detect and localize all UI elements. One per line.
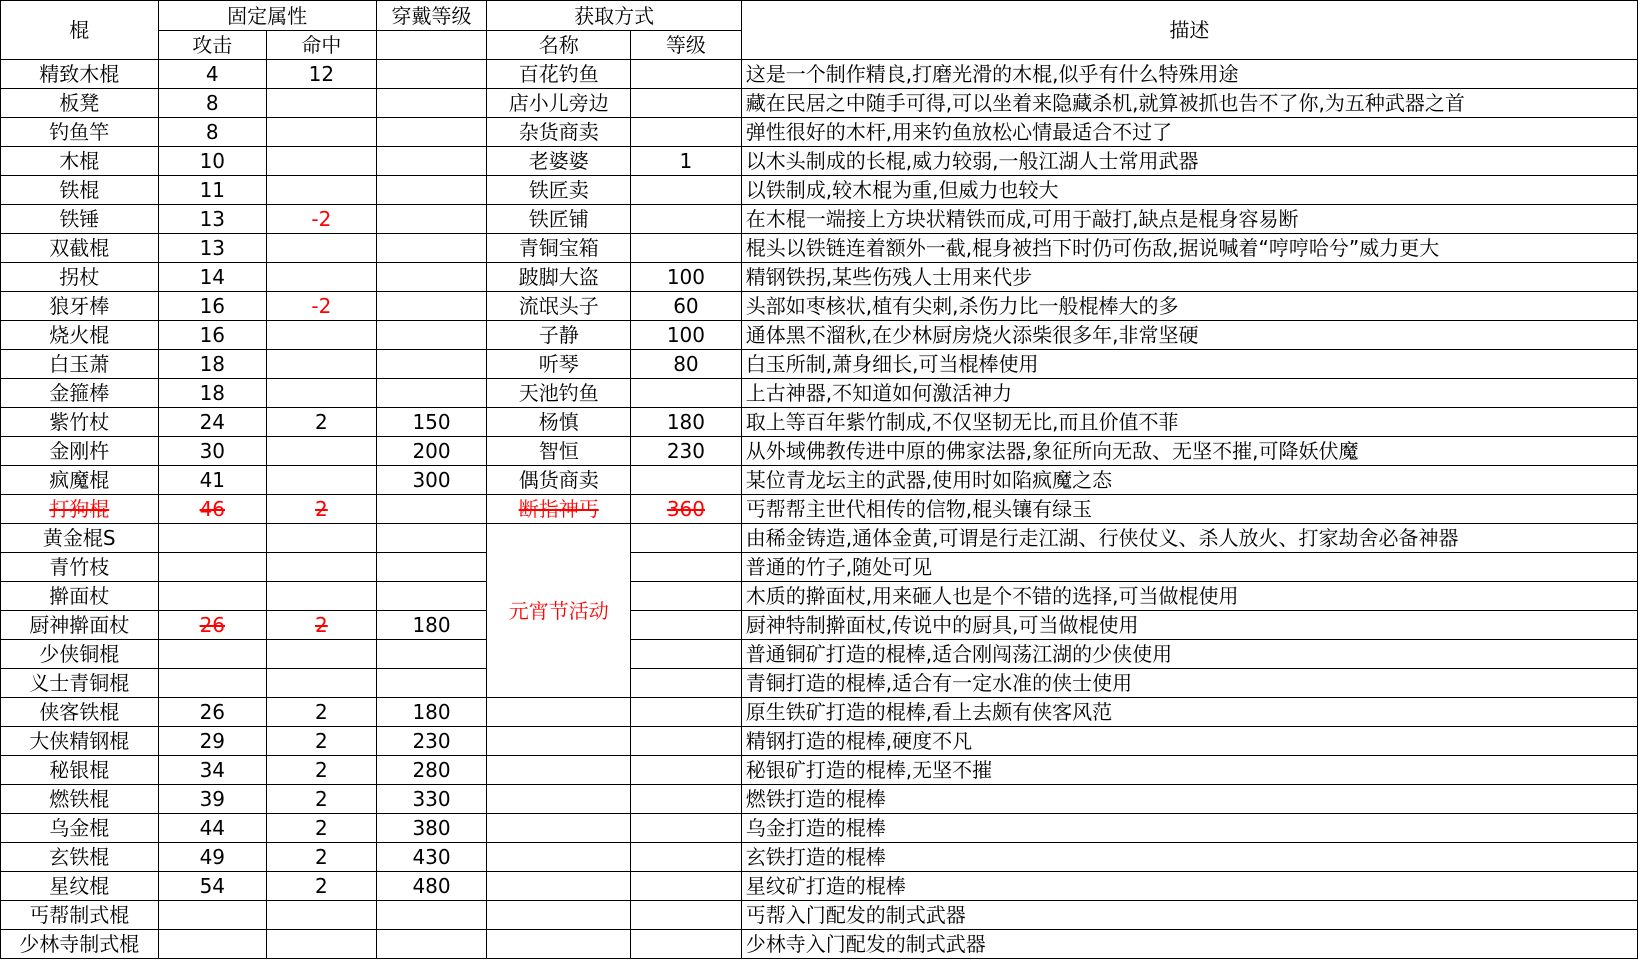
cell-wear[interactable]: 230	[376, 727, 487, 756]
cell-attack[interactable]	[158, 901, 267, 930]
cell-attack[interactable]: 18	[158, 379, 267, 408]
cell-wear[interactable]	[376, 350, 487, 379]
cell-desc[interactable]: 丐帮入门配发的制式武器	[741, 901, 1637, 930]
table-row	[1, 640, 1638, 669]
table-row	[1, 350, 1638, 379]
cell-src[interactable]: 老婆婆	[487, 147, 631, 176]
cell-wear[interactable]	[376, 582, 487, 611]
cell-attack[interactable]: 10	[158, 147, 267, 176]
cell-attack[interactable]: 11	[158, 176, 267, 205]
cell-name[interactable]: 拐杖	[1, 263, 159, 292]
cell-attack[interactable]	[158, 553, 267, 582]
table-row	[1, 727, 1638, 756]
cell-desc[interactable]: 白玉所制,萧身细长,可当棍棒使用	[741, 350, 1637, 379]
table-row	[1, 872, 1638, 901]
cell-name[interactable]: 铁棍	[1, 176, 159, 205]
cell-hit[interactable]	[267, 234, 377, 263]
table-row	[1, 321, 1638, 350]
cell-src_lvl[interactable]: 230	[631, 437, 742, 466]
cell-desc[interactable]: 精钢铁拐,某些伤残人士用来代步	[741, 263, 1637, 292]
cell-src_lvl[interactable]	[631, 89, 742, 118]
table-row	[1, 814, 1638, 843]
cell-attack[interactable]: 39	[158, 785, 267, 814]
cell-hit[interactable]	[267, 640, 377, 669]
cell-name[interactable]: 星纹棍	[1, 872, 159, 901]
cell-hit[interactable]: 12	[267, 60, 377, 89]
cell-hit[interactable]: 2	[267, 756, 377, 785]
cell-name[interactable]: 钓鱼竿	[1, 118, 159, 147]
cell-src[interactable]: 铁匠卖	[487, 176, 631, 205]
cell-src[interactable]	[487, 814, 631, 843]
cell-attack[interactable]: 41	[158, 466, 267, 495]
cell-desc[interactable]: 精钢打造的棍棒,硬度不凡	[741, 727, 1637, 756]
cell-desc[interactable]: 原生铁矿打造的棍棒,看上去颇有侠客风范	[741, 698, 1637, 727]
cell-attack[interactable]: 18	[158, 350, 267, 379]
cell-hit[interactable]: 2	[267, 872, 377, 901]
cell-wear[interactable]	[376, 292, 487, 321]
cell-desc[interactable]: 木质的擀面杖,用来砸人也是个不错的选择,可当做棍使用	[741, 582, 1637, 611]
cell-hit[interactable]	[267, 524, 377, 553]
table-row	[1, 292, 1638, 321]
cell-name[interactable]: 玄铁棍	[1, 843, 159, 872]
table-row	[1, 379, 1638, 408]
cell-name[interactable]: 丐帮制式棍	[1, 901, 159, 930]
cell-name[interactable]: 烧火棍	[1, 321, 159, 350]
cell-desc[interactable]: 这是一个制作精良,打磨光滑的木棍,似乎有什么特殊用途	[741, 60, 1637, 89]
cell-wear[interactable]	[376, 901, 487, 930]
table-row	[1, 118, 1638, 147]
cell-wear[interactable]: 330	[376, 785, 487, 814]
cell-wear[interactable]: 480	[376, 872, 487, 901]
cell-hit[interactable]: 2	[267, 785, 377, 814]
table-row	[1, 60, 1638, 89]
cell-hit[interactable]: 2	[267, 408, 377, 437]
cell-attack[interactable]	[158, 582, 267, 611]
cell-desc[interactable]: 普通的竹子,随处可见	[741, 553, 1637, 582]
cell-src_lvl[interactable]	[631, 901, 742, 930]
cell-hit[interactable]	[267, 582, 377, 611]
cell-hit[interactable]: 2	[267, 727, 377, 756]
cell-name[interactable]: 擀面杖	[1, 582, 159, 611]
cell-src[interactable]: 流氓头子	[487, 292, 631, 321]
cell-hit[interactable]	[267, 263, 377, 292]
cell-name[interactable]: 秘银棍	[1, 756, 159, 785]
cell-name[interactable]: 燃铁棍	[1, 785, 159, 814]
cell-hit[interactable]	[267, 89, 377, 118]
cell-src[interactable]	[487, 756, 631, 785]
header-obtain-level[interactable]: 等级	[631, 31, 742, 60]
cell-src[interactable]: 百花钓鱼	[487, 60, 631, 89]
cell-wear[interactable]	[376, 89, 487, 118]
cell-src_lvl[interactable]	[631, 118, 742, 147]
table-row	[1, 843, 1638, 872]
cell-name[interactable]: 铁锤	[1, 205, 159, 234]
table-row	[1, 466, 1638, 495]
cell-src[interactable]	[487, 785, 631, 814]
cell-hit[interactable]: 2	[267, 843, 377, 872]
header-desc[interactable]: 描述	[741, 1, 1637, 60]
cell-name[interactable]: 少林寺制式棍	[1, 930, 159, 959]
cell-desc[interactable]: 取上等百年紫竹制成,不仅坚韧无比,而且价值不菲	[741, 408, 1637, 437]
cell-desc[interactable]: 丐帮帮主世代相传的信物,棍头镶有绿玉	[741, 495, 1637, 524]
table-row	[1, 901, 1638, 930]
cell-name[interactable]: 精致木棍	[1, 60, 159, 89]
cell-desc[interactable]: 头部如枣核状,植有尖刺,杀伤力比一般棍棒大的多	[741, 292, 1637, 321]
cell-src[interactable]: 青铜宝箱	[487, 234, 631, 263]
cell-desc[interactable]: 从外域佛教传进中原的佛家法器,象征所向无敌、无坚不摧,可降妖伏魔	[741, 437, 1637, 466]
cell-src[interactable]	[487, 930, 631, 959]
cell-desc[interactable]: 藏在民居之中随手可得,可以坐着来隐藏杀机,就算被抓也告不了你,为五种武器之首	[741, 89, 1637, 118]
cell-name[interactable]: 疯魔棍	[1, 466, 159, 495]
cell-src[interactable]: 杨慎	[487, 408, 631, 437]
cell-hit[interactable]	[267, 930, 377, 959]
table-row	[1, 582, 1638, 611]
cell-desc[interactable]: 燃铁打造的棍棒	[741, 785, 1637, 814]
table-row	[1, 147, 1638, 176]
cell-name[interactable]: 厨神擀面杖	[1, 611, 159, 640]
cell-desc[interactable]: 普通铜矿打造的棍棒,适合刚闯荡江湖的少侠使用	[741, 640, 1637, 669]
cell-src_lvl[interactable]	[631, 379, 742, 408]
table-row	[1, 176, 1638, 205]
cell-wear[interactable]	[376, 524, 487, 553]
header-wear-level[interactable]: 穿戴等级	[376, 1, 487, 31]
table-row	[1, 611, 1638, 640]
cell-attack[interactable]: 54	[158, 872, 267, 901]
cell-src_lvl[interactable]	[631, 640, 742, 669]
cell-attack[interactable]: 14	[158, 263, 267, 292]
cell-src[interactable]: 断指神丐	[487, 495, 631, 524]
cell-src_lvl[interactable]	[631, 785, 742, 814]
cell-hit[interactable]	[267, 901, 377, 930]
cell-src_lvl[interactable]	[631, 930, 742, 959]
table-row	[1, 408, 1638, 437]
cell-wear[interactable]	[376, 321, 487, 350]
cell-attack[interactable]: 8	[158, 89, 267, 118]
table-row	[1, 205, 1638, 234]
cell-src_lvl[interactable]: 100	[631, 263, 742, 292]
cell-name[interactable]: 木棍	[1, 147, 159, 176]
cell-src_lvl[interactable]: 360	[631, 495, 742, 524]
cell-desc[interactable]: 弹性很好的木杆,用来钓鱼放松心情最适合不过了	[741, 118, 1637, 147]
cell-name[interactable]: 狼牙棒	[1, 292, 159, 321]
cell-attack[interactable]: 16	[158, 292, 267, 321]
table-row	[1, 234, 1638, 263]
cell-attack[interactable]: 46	[158, 495, 267, 524]
cell-desc[interactable]: 少林寺入门配发的制式武器	[741, 930, 1637, 959]
cell-wear[interactable]: 430	[376, 843, 487, 872]
cell-src[interactable]	[487, 843, 631, 872]
cell-hit[interactable]	[267, 176, 377, 205]
cell-wear[interactable]	[376, 669, 487, 698]
cell-attack[interactable]: 4	[158, 60, 267, 89]
cell-attack[interactable]	[158, 669, 267, 698]
header-name[interactable]: 棍	[1, 1, 159, 60]
table-row	[1, 495, 1638, 524]
cell-src_lvl[interactable]	[631, 234, 742, 263]
cell-src[interactable]: 偶货商卖	[487, 466, 631, 495]
cell-desc[interactable]: 乌金打造的棍棒	[741, 814, 1637, 843]
cell-wear[interactable]	[376, 234, 487, 263]
cell-src[interactable]	[487, 872, 631, 901]
cell-src[interactable]: 听琴	[487, 350, 631, 379]
cell-wear[interactable]	[376, 495, 487, 524]
cell-src_lvl[interactable]	[631, 582, 742, 611]
cell-name[interactable]: 金箍棒	[1, 379, 159, 408]
table-row	[1, 930, 1638, 959]
table-row	[1, 263, 1638, 292]
cell-name[interactable]: 大侠精钢棍	[1, 727, 159, 756]
cell-src_lvl[interactable]	[631, 524, 742, 553]
cell-name[interactable]: 义士青铜棍	[1, 669, 159, 698]
cell-src_lvl[interactable]	[631, 843, 742, 872]
cell-wear[interactable]	[376, 379, 487, 408]
cell-wear[interactable]	[376, 930, 487, 959]
cell-name[interactable]: 紫竹杖	[1, 408, 159, 437]
cell-src[interactable]	[487, 901, 631, 930]
table-row	[1, 756, 1638, 785]
cell-desc[interactable]: 某位青龙坛主的武器,使用时如陷疯魔之态	[741, 466, 1637, 495]
cell-src_lvl[interactable]: 180	[631, 408, 742, 437]
cell-src_lvl[interactable]	[631, 727, 742, 756]
header-obtain[interactable]: 获取方式	[487, 1, 741, 31]
cell-src_lvl[interactable]	[631, 553, 742, 582]
cell-src[interactable]	[487, 698, 631, 727]
cell-desc[interactable]: 由稀金铸造,通体金黄,可谓是行走江湖、行侠仗义、杀人放火、打家劫舍必备神器	[741, 524, 1637, 553]
cell-src_lvl[interactable]: 80	[631, 350, 742, 379]
cell-attack[interactable]	[158, 524, 267, 553]
cell-wear[interactable]: 280	[376, 756, 487, 785]
header-wear-empty[interactable]	[376, 31, 487, 60]
cell-wear[interactable]	[376, 553, 487, 582]
cell-wear[interactable]	[376, 60, 487, 89]
cell-wear[interactable]: 180	[376, 611, 487, 640]
cell-hit[interactable]	[267, 379, 377, 408]
cell-name[interactable]: 白玉萧	[1, 350, 159, 379]
cell-desc[interactable]: 棍头以铁链连着额外一截,棍身被挡下时仍可伤敌,据说喊着“哼哼哈兮”威力更大	[741, 234, 1637, 263]
cell-hit[interactable]: 2	[267, 698, 377, 727]
cell-hit[interactable]	[267, 147, 377, 176]
cell-src[interactable]: 跛脚大盗	[487, 263, 631, 292]
cell-attack[interactable]: 8	[158, 118, 267, 147]
cell-wear[interactable]: 150	[376, 408, 487, 437]
table-row	[1, 553, 1638, 582]
cell-src_lvl[interactable]: 100	[631, 321, 742, 350]
cell-src_lvl[interactable]	[631, 698, 742, 727]
table-row	[1, 785, 1638, 814]
cell-attack[interactable]: 49	[158, 843, 267, 872]
cell-wear[interactable]: 380	[376, 814, 487, 843]
cell-attack[interactable]	[158, 640, 267, 669]
cell-src_lvl[interactable]	[631, 466, 742, 495]
cell-desc[interactable]: 秘银矿打造的棍棒,无坚不摧	[741, 756, 1637, 785]
cell-hit[interactable]: 2	[267, 611, 377, 640]
cell-desc[interactable]: 厨神特制擀面杖,传说中的厨具,可当做棍使用	[741, 611, 1637, 640]
cell-wear[interactable]	[376, 118, 487, 147]
cell-attack[interactable]: 29	[158, 727, 267, 756]
cell-src_lvl[interactable]	[631, 205, 742, 234]
cell-desc[interactable]: 通体黑不溜秋,在少林厨房烧火添柴很多年,非常坚硬	[741, 321, 1637, 350]
cell-wear[interactable]: 300	[376, 466, 487, 495]
cell-desc[interactable]: 青铜打造的棍棒,适合有一定水准的侠士使用	[741, 669, 1637, 698]
cell-attack[interactable]: 13	[158, 234, 267, 263]
table-row	[1, 437, 1638, 466]
cell-hit[interactable]	[267, 669, 377, 698]
cell-desc[interactable]: 玄铁打造的棍棒	[741, 843, 1637, 872]
cell-event-label[interactable]: 元宵节活动	[487, 524, 631, 698]
cell-src_lvl[interactable]	[631, 756, 742, 785]
cell-src[interactable]	[487, 727, 631, 756]
cell-src[interactable]: 店小儿旁边	[487, 89, 631, 118]
cell-desc[interactable]: 以铁制成,较木棍为重,但威力也较大	[741, 176, 1637, 205]
cell-wear[interactable]	[376, 205, 487, 234]
cell-hit[interactable]	[267, 321, 377, 350]
cell-hit[interactable]	[267, 118, 377, 147]
cell-attack[interactable]: 16	[158, 321, 267, 350]
cell-name[interactable]: 少侠铜棍	[1, 640, 159, 669]
cell-hit[interactable]	[267, 553, 377, 582]
cell-name[interactable]: 打狗棍	[1, 495, 159, 524]
cell-src[interactable]: 智恒	[487, 437, 631, 466]
header-fixed-attr[interactable]: 固定属性	[158, 1, 376, 31]
cell-src_lvl[interactable]	[631, 176, 742, 205]
cell-desc[interactable]: 在木棍一端接上方块状精铁而成,可用于敲打,缺点是棍身容易断	[741, 205, 1637, 234]
cell-src[interactable]: 天池钓鱼	[487, 379, 631, 408]
cell-wear[interactable]: 180	[376, 698, 487, 727]
cell-attack[interactable]: 34	[158, 756, 267, 785]
cell-desc[interactable]: 星纹矿打造的棍棒	[741, 872, 1637, 901]
cell-hit[interactable]	[267, 466, 377, 495]
cell-hit[interactable]	[267, 437, 377, 466]
cell-attack[interactable]: 44	[158, 814, 267, 843]
cell-src[interactable]: 子静	[487, 321, 631, 350]
cell-wear[interactable]	[376, 176, 487, 205]
cell-name[interactable]: 乌金棍	[1, 814, 159, 843]
cell-desc[interactable]: 上古神器,不知道如何激活神力	[741, 379, 1637, 408]
cell-src[interactable]: 铁匠铺	[487, 205, 631, 234]
cell-src_lvl[interactable]	[631, 669, 742, 698]
cell-wear[interactable]	[376, 263, 487, 292]
cell-hit[interactable]: 2	[267, 814, 377, 843]
cell-desc[interactable]: 以木头制成的长棍,威力较弱,一般江湖人士常用武器	[741, 147, 1637, 176]
cell-src_lvl[interactable]: 60	[631, 292, 742, 321]
cell-attack[interactable]: 24	[158, 408, 267, 437]
cell-hit[interactable]: -2	[267, 205, 377, 234]
cell-src_lvl[interactable]: 1	[631, 147, 742, 176]
header-attack[interactable]: 攻击	[158, 31, 267, 60]
table-row	[1, 89, 1638, 118]
cell-wear[interactable]: 200	[376, 437, 487, 466]
cell-attack[interactable]: 26	[158, 698, 267, 727]
cell-attack[interactable]	[158, 930, 267, 959]
cell-name[interactable]: 双截棍	[1, 234, 159, 263]
header-obtain-name[interactable]: 名称	[487, 31, 631, 60]
cell-attack[interactable]: 13	[158, 205, 267, 234]
cell-src_lvl[interactable]	[631, 60, 742, 89]
table-row	[1, 669, 1638, 698]
cell-attack[interactable]: 30	[158, 437, 267, 466]
table-row	[1, 698, 1638, 727]
cell-attack[interactable]: 26	[158, 611, 267, 640]
cell-wear[interactable]	[376, 147, 487, 176]
cell-name[interactable]: 黄金棍S	[1, 524, 159, 553]
cell-src_lvl[interactable]	[631, 611, 742, 640]
cell-name[interactable]: 板凳	[1, 89, 159, 118]
cell-wear[interactable]	[376, 640, 487, 669]
cell-name[interactable]: 青竹枝	[1, 553, 159, 582]
cell-src_lvl[interactable]	[631, 872, 742, 901]
cell-hit[interactable]	[267, 350, 377, 379]
cell-hit[interactable]: 2	[267, 495, 377, 524]
header-hit[interactable]: 命中	[267, 31, 377, 60]
cell-hit[interactable]: -2	[267, 292, 377, 321]
cell-name[interactable]: 侠客铁棍	[1, 698, 159, 727]
cell-src[interactable]: 杂货商卖	[487, 118, 631, 147]
cell-src_lvl[interactable]	[631, 814, 742, 843]
cell-name[interactable]: 金刚杵	[1, 437, 159, 466]
table-row	[1, 524, 1638, 553]
